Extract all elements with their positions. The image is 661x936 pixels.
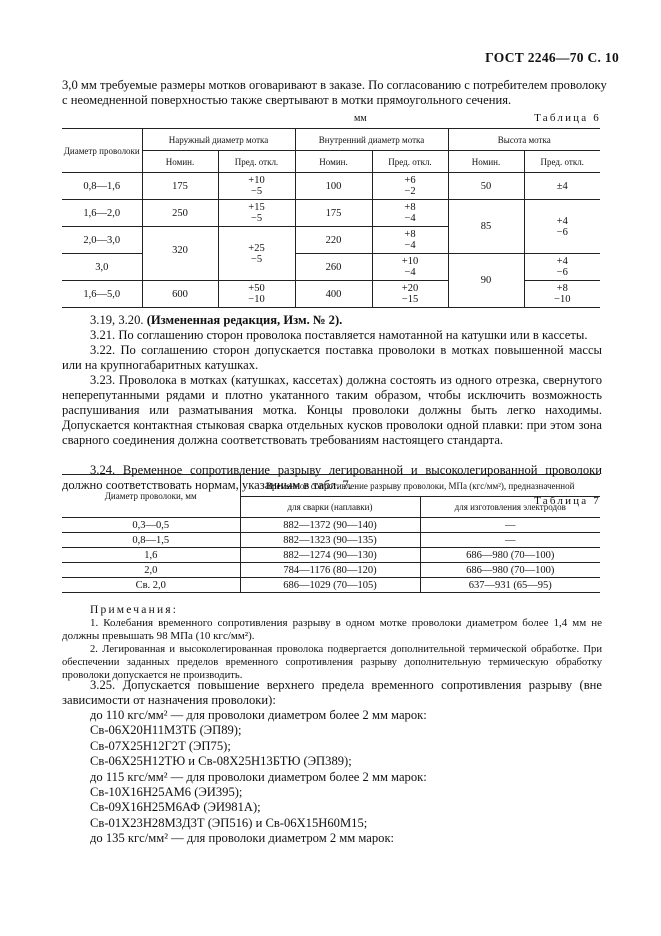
t7-cell: 637—931 (65—95) bbox=[420, 578, 600, 593]
t6-cell: +25 −5 bbox=[218, 227, 295, 281]
t7-cell: 0,3—0,5 bbox=[62, 518, 240, 533]
t6-h-height: Высота мотка bbox=[448, 129, 600, 151]
t6-h-nom: Номин. bbox=[448, 151, 524, 173]
table-6 bbox=[62, 128, 600, 308]
list-item: Св-06Х20Н11М3ТБ (ЭП89); bbox=[90, 723, 242, 737]
t7-h-weld: для сварки (наплавки) bbox=[240, 497, 420, 518]
t6-cell: +4 −6 bbox=[524, 254, 600, 281]
list-item: Св-09Х16Н25М6АФ (ЭИ981А); bbox=[90, 800, 261, 814]
t6-h-diameter: Диаметр проволоки bbox=[62, 129, 142, 173]
t6-cell: +4 −6 bbox=[524, 200, 600, 254]
t7-cell: — bbox=[420, 518, 600, 533]
table6-caption: Таблица 6 bbox=[534, 112, 601, 124]
list-item: Св-10Х16Н25АМ6 (ЭИ395); bbox=[90, 785, 243, 799]
t6-cell: 400 bbox=[295, 281, 372, 308]
notes-title: Примечания: bbox=[90, 604, 179, 616]
t6-cell: +10 −4 bbox=[372, 254, 448, 281]
t6-cell: +50 −10 bbox=[218, 281, 295, 308]
t6-cell: 1,6—5,0 bbox=[62, 281, 142, 308]
t6-cell: 250 bbox=[142, 200, 218, 227]
p323: 3.23. Проволока в мотках (катушках, кассетах) должна состоять из одного отрезка, свернутого неперепутанными рядами и плотно укатанного таким образом, чтобы исключить возможность распушивания или разматывания мотка. Концы проволоки должны быть легко находимы. Допускается контактная стыковая сварка отдельных кусков проволоки одной плавки: при этом зона сварного соединения должна соответствовать требованиям настоящего стандарта. bbox=[62, 373, 602, 447]
t6-cell: 85 bbox=[448, 200, 524, 254]
note-1: 1. Колебания временного сопротивления разрыву в одном мотке проволоки диаметром более 1,4 мм не должны превышать 98 МПа (10 кгс/мм²). bbox=[62, 617, 602, 642]
t6-cell: 175 bbox=[142, 173, 218, 200]
t6-h-outer: Наружный диаметр мотка bbox=[142, 129, 295, 151]
t6-h-nom: Номин. bbox=[295, 151, 372, 173]
t6-cell: 320 bbox=[142, 227, 218, 281]
t7-cell: 686—1029 (70—105) bbox=[240, 578, 420, 593]
t6-cell: 175 bbox=[295, 200, 372, 227]
t7-cell: 882—1372 (90—140) bbox=[240, 518, 420, 533]
list-item: до 115 кгс/мм² — для проволоки диаметром более 2 мм марок: bbox=[90, 770, 427, 784]
t7-cell: 1,6 bbox=[62, 548, 240, 563]
t6-cell: 3,0 bbox=[62, 254, 142, 281]
intro-line-1: 3,0 мм требуемые размеры мотков оговаривают в заказе. По согласованию с потребителем проволоку bbox=[62, 78, 607, 92]
t6-cell: +15 −5 bbox=[218, 200, 295, 227]
t7-cell: 0,8—1,5 bbox=[62, 533, 240, 548]
list-item: до 135 кгс/мм² — для проволоки диаметром 2 мм марок: bbox=[90, 831, 395, 845]
t6-h-dev: Пред. откл. bbox=[372, 151, 448, 173]
t6-cell: 600 bbox=[142, 281, 218, 308]
table6-unit: мм bbox=[354, 113, 367, 124]
t6-cell: +6 −2 bbox=[372, 173, 448, 200]
t7-cell: 882—1323 (90—135) bbox=[240, 533, 420, 548]
note-2: 2. Легированная и высоколегированная проволока подвергается дополнительной термической обработке. При обеспечении заданных пределов временного сопротивления разрыву дополнительную термическую обработку проволоки допускается не производить. bbox=[62, 644, 602, 681]
p324: 3.24. Временное сопротивление разрыву легированной и высоколегированной проволоки должно соответствовать нормам, указанным в табл. 7. bbox=[62, 463, 602, 492]
t7-cell: 686—980 (70—100) bbox=[420, 548, 600, 563]
list-item: до 110 кгс/мм² — для проволоки диаметром более 2 мм марок: bbox=[90, 708, 427, 722]
t7-cell: 882—1274 (90—130) bbox=[240, 548, 420, 563]
t6-cell: 90 bbox=[448, 254, 524, 308]
p325: 3.25. Допускается повышение верхнего предела временного сопротивления разрыву (вне зависимости от назначения проволоки): bbox=[62, 678, 602, 707]
t6-cell: +8 −10 bbox=[524, 281, 600, 308]
t7-cell: 784—1176 (80—120) bbox=[240, 563, 420, 578]
list-item: Св-01Х23Н28М3Д3Т (ЭП516) и Св-06Х15Н60М15; bbox=[90, 816, 368, 830]
table-7-body bbox=[62, 474, 600, 593]
t7-h-strength: Временное сопротивление разрыву проволоки, МПа (кгс/мм²), предназначенной bbox=[240, 475, 600, 497]
t6-cell: +20 −15 bbox=[372, 281, 448, 308]
t7-cell: 2,0 bbox=[62, 563, 240, 578]
t7-cell: 686—980 (70—100) bbox=[420, 563, 600, 578]
list-item: Св-07Х25Н12Г2Т (ЭП75); bbox=[90, 739, 231, 753]
page-header: ГОСТ 2246—70 С. 10 bbox=[485, 50, 619, 65]
t6-cell: 1,6—2,0 bbox=[62, 200, 142, 227]
t6-cell: 100 bbox=[295, 173, 372, 200]
table7-caption: Таблица 7 bbox=[534, 495, 601, 507]
t6-cell: +10 −5 bbox=[218, 173, 295, 200]
t6-cell: +8 −4 bbox=[372, 200, 448, 227]
t6-cell: ±4 bbox=[524, 173, 600, 200]
t6-h-inner: Внутренний диаметр мотка bbox=[295, 129, 448, 151]
list-item: Св-06Х25Н12ТЮ и Св-08Х25Н13БТЮ (ЭП389); bbox=[90, 754, 352, 768]
t6-cell: 50 bbox=[448, 173, 524, 200]
p319: 3.19, 3.20. (Измененная редакция, Изм. № 2). bbox=[90, 313, 343, 327]
t7-cell: Св. 2,0 bbox=[62, 578, 240, 593]
t6-h-nom: Номин. bbox=[142, 151, 218, 173]
t7-cell: — bbox=[420, 533, 600, 548]
t6-cell: 260 bbox=[295, 254, 372, 281]
t6-h-dev: Пред. откл. bbox=[218, 151, 295, 173]
intro-line-2: с неомедненной поверхностью также свертывают в мотки прямоугольного сечения. bbox=[62, 93, 512, 107]
p321: 3.21. По соглашению сторон проволока поставляется намотанной на катушки или в кассеты. bbox=[90, 328, 588, 342]
t6-cell: 220 bbox=[295, 227, 372, 254]
t7-h-electrode: для изготовления электродов bbox=[420, 497, 600, 518]
p322: 3.22. По соглашению сторон допускается поставка проволоки в мотках повышенной массы или на крупногабаритных катушках. bbox=[62, 343, 602, 372]
t6-cell: 0,8—1,6 bbox=[62, 173, 142, 200]
t6-cell: +8 −4 bbox=[372, 227, 448, 254]
t6-h-dev: Пред. откл. bbox=[524, 151, 600, 173]
t6-cell: 2,0—3,0 bbox=[62, 227, 142, 254]
t7-h-diameter: Диаметр проволоки, мм bbox=[62, 475, 240, 518]
